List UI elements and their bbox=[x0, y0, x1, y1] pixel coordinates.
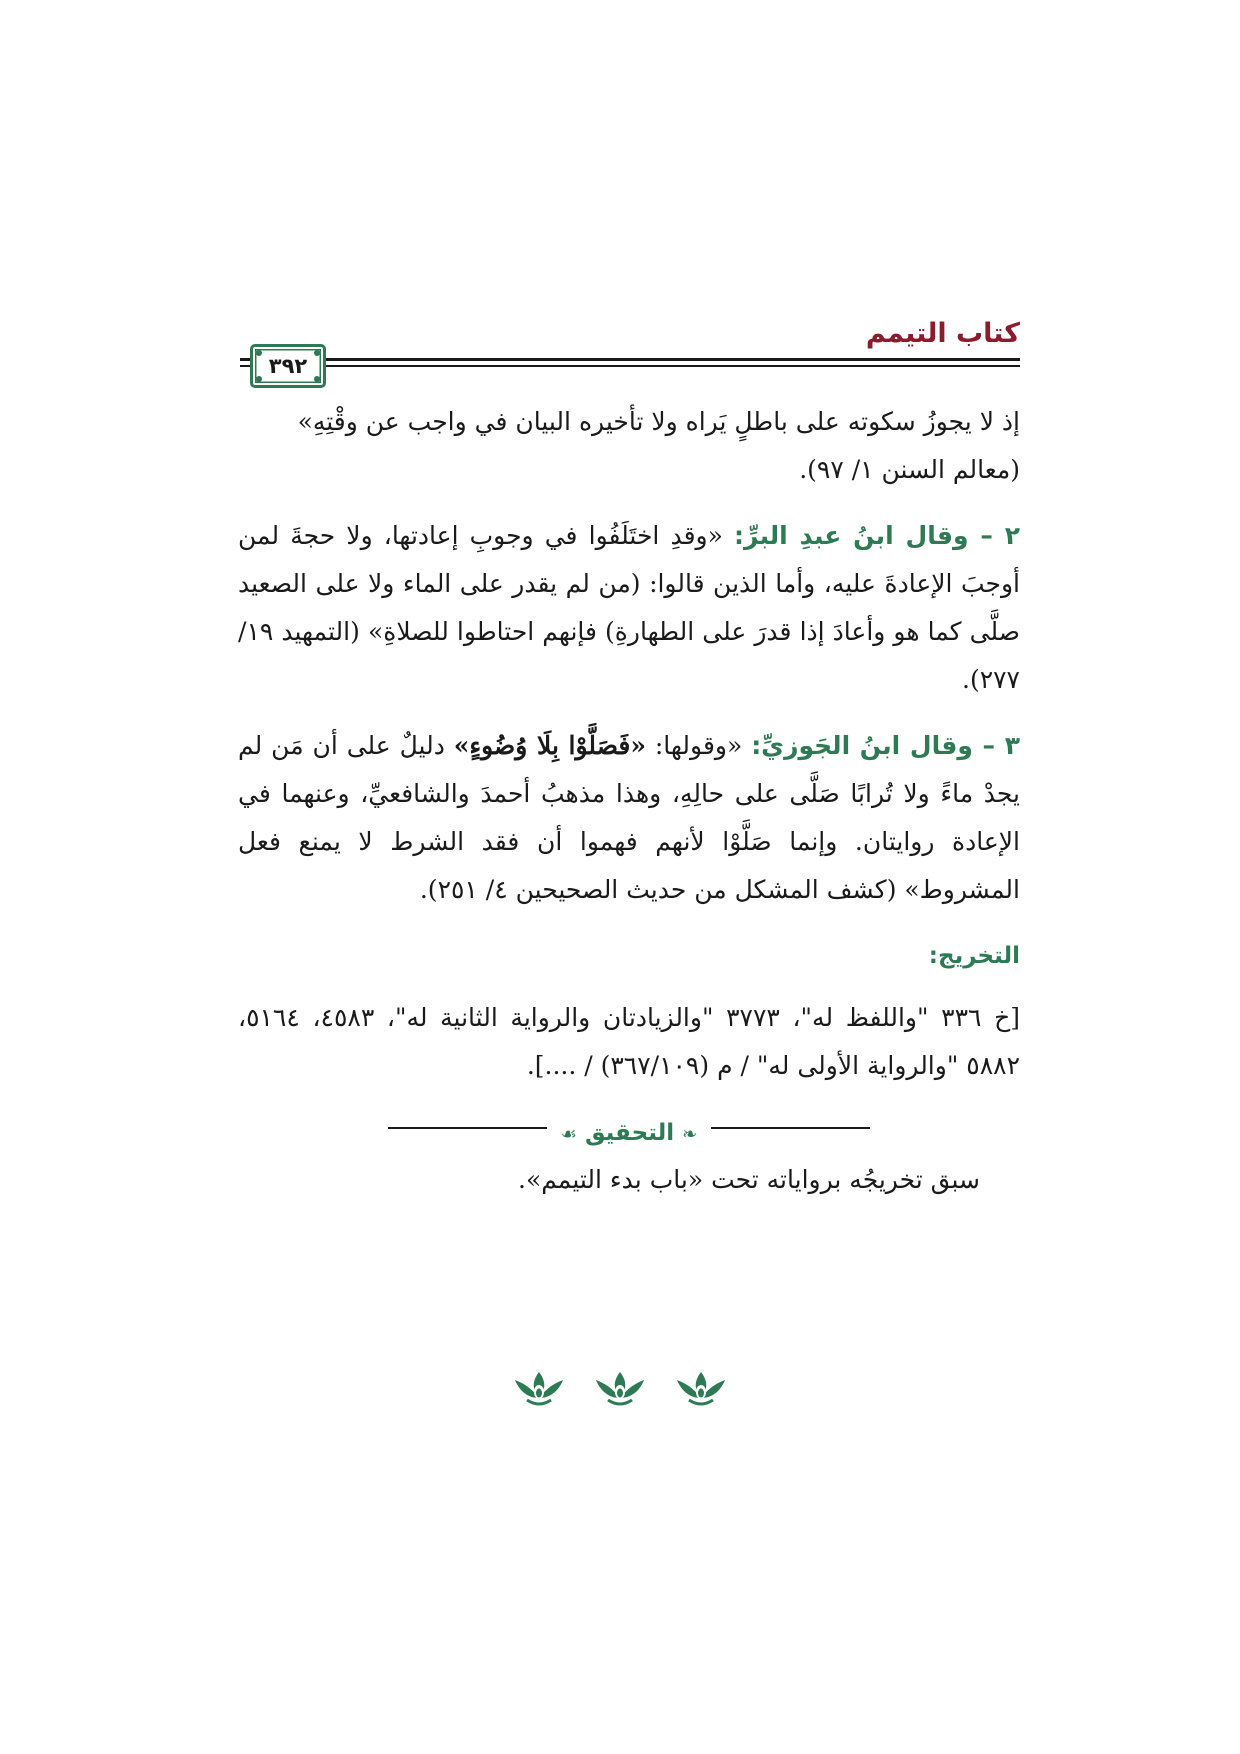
takhrij-heading: التخريج: bbox=[928, 943, 1020, 969]
tahqiq-heading: التحقيق bbox=[584, 1120, 675, 1146]
paragraph-2 bbox=[238, 512, 1020, 704]
frame-corner-icon bbox=[314, 350, 320, 356]
closing-ornaments bbox=[0, 1368, 1240, 1412]
paragraph-1-line-2: (معالم السنن ١/ ٩٧). bbox=[799, 455, 1020, 484]
paragraph-3-text: دليلٌ على أن مَن لم يجدْ ماءً ولا تُرابًا صَلَّى على حالِهِ، وهذا مذهبُ أحمدَ والشافعيِّ، وعنهما في الإعادة روايتان. وإنما صَلَّوْا لأنهم فهموا أن فقد الشرط لا يمنع فعل المشروط» (كشف المشكل من حديث الصحيحين ٤/ ٢٥١). bbox=[238, 731, 1020, 904]
page-header bbox=[240, 318, 1020, 398]
paragraph-3-lead: ٣ – وقال ابنُ الجَوزيِّ: bbox=[751, 731, 1020, 760]
paragraph-2-lead: ٢ – وقال ابنُ عبدِ البرِّ: bbox=[734, 521, 1020, 550]
lotus-ornament-icon bbox=[675, 1368, 727, 1412]
swirl-ornament-icon: ❧ bbox=[682, 1124, 698, 1145]
takhrij-text: [خ ٣٣٦ "واللفظ له"، ٣٧٧٣ "والزيادتان والرواية الثانية له"، ٤٥٨٣، ٥١٦٤، ٥٨٨٢ "والرواية الأولى له" / م (٣٦٧/١٠٩) / ....]. bbox=[238, 1003, 1021, 1080]
frame-corner-icon bbox=[256, 376, 262, 382]
hadith-quote: «فَصَلَّوْا بِلَا وُضُوءٍ» bbox=[453, 731, 646, 760]
header-rule-thin bbox=[240, 365, 1020, 367]
lotus-ornament-icon bbox=[513, 1368, 565, 1412]
paragraph-3 bbox=[238, 722, 1020, 914]
book-title: كتاب التيمم bbox=[865, 318, 1020, 349]
page-number: ٣٩٢ bbox=[268, 354, 308, 378]
tahqiq-divider bbox=[238, 1108, 1020, 1148]
paragraph-3-pre: «وقولها: bbox=[654, 731, 743, 760]
tahqiq-heading-wrap bbox=[547, 1109, 711, 1159]
page-number-frame bbox=[250, 344, 326, 388]
header-rule-thick bbox=[240, 358, 1020, 361]
paragraph-1 bbox=[238, 398, 1020, 494]
frame-corner-icon bbox=[256, 350, 262, 356]
page-body bbox=[238, 398, 1020, 1222]
paragraph-1-line-1: إذ لا يجوزُ سكوته على باطلٍ يَراه ولا تأخيره البيان في واجب عن وقْتِهِ» bbox=[297, 407, 1020, 436]
tahqiq-text: سبق تخريجُه برواياته تحت «باب بدء التيمم». bbox=[518, 1165, 980, 1194]
swirl-ornament-icon: ☙ bbox=[560, 1124, 577, 1145]
frame-corner-icon bbox=[314, 376, 320, 382]
lotus-ornament-icon bbox=[594, 1368, 646, 1412]
paragraph-2-text: «وقدِ اختَلَفُوا في وجوبِ إعادتها، ولا حجةَ لمن أوجبَ الإعادةَ عليه، وأما الذين قالوا: (من لم يقدر على الماء ولا على الصعيد صلَّى كما هو وأعادَ إذا قدرَ على الطهارةِ) فإنهم احتاطوا للصلاةِ» (التمهيد ١٩/ ٢٧٧). bbox=[238, 521, 1020, 694]
